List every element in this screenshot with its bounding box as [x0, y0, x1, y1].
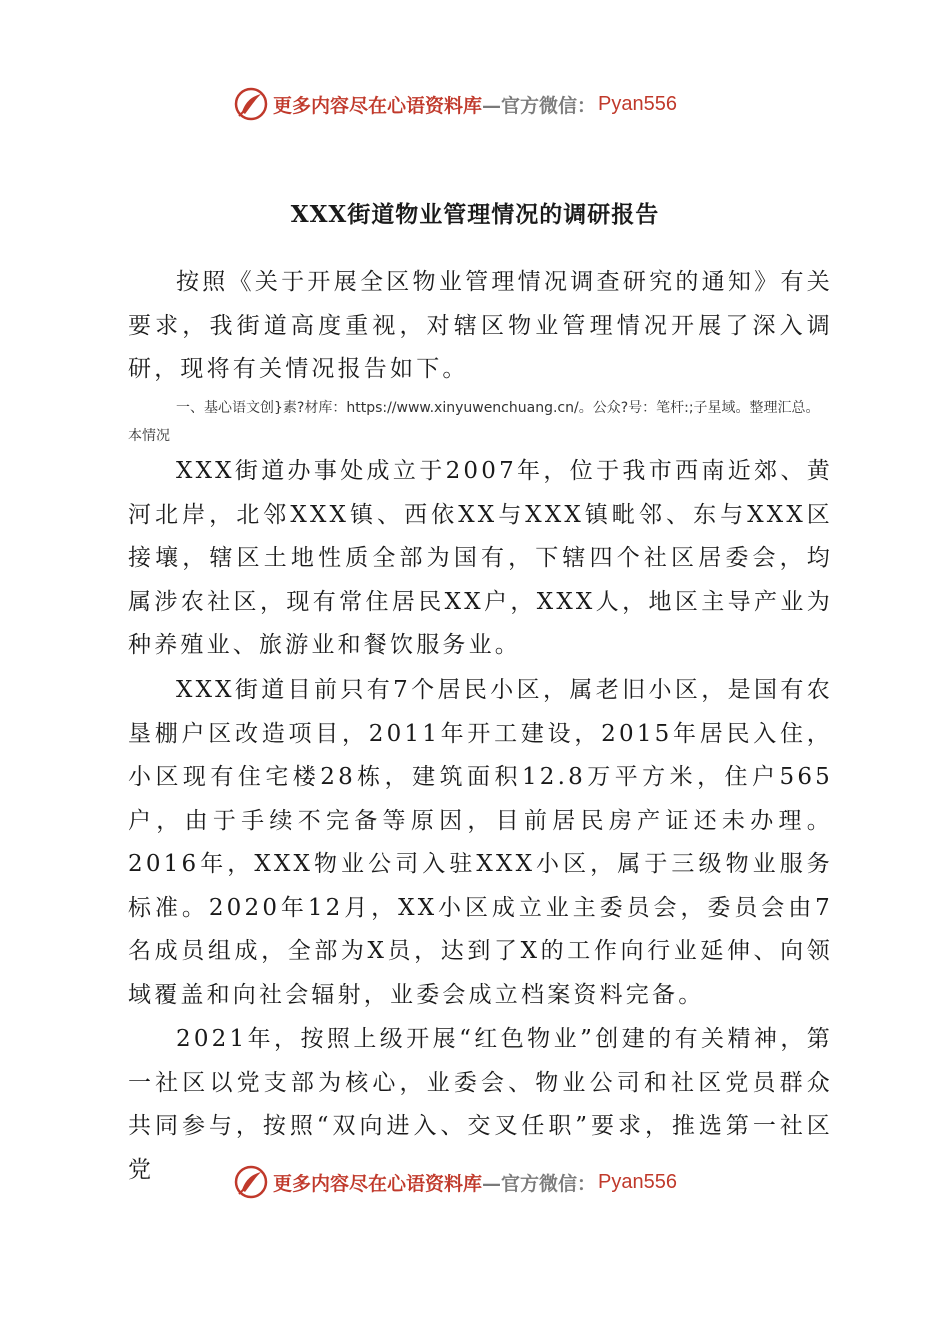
section-heading: 一、基心语文创}素?材库：https://www.xinyuwenchuang.cn/。公众?号：笔杆:;子星域。整理汇总。本情况: [128, 400, 820, 444]
banner-wechat-label: —官方微信：: [482, 1172, 597, 1195]
intro-paragraph: 按照《关于开展全区物业管理情况调查研究的通知》有关要求，我街道高度重视，对辖区物业管理情况开展了深入调研，现将有关情况报告如下。: [128, 269, 833, 382]
document-title: XXX街道物业管理情况的调研报告: [290, 201, 660, 228]
body-paragraph-1: XXX街道办事处成立于2007年，位于我市西南近郊、黄河北岸，北邻XXX镇、西依XX与XXX镇毗邻、东与XXX区接壤，辖区土地性质全部为国有，下辖四个社区居委会，均属涉农社区，现有常住居民XX户，XXX人，地区主导产业为种养殖业、旅游业和餐饮服务业。: [128, 458, 833, 658]
brand-logo-icon: [233, 1164, 269, 1200]
brand-logo-icon: [233, 86, 269, 122]
body-paragraph-3: 2021年，按照上级开展“红色物业”创建的有关精神，第一社区以党支部为核心，业委会、物业公司和社区党员群众共同参与，按照“双向进入、交叉任职”要求，推选第一社区党: [128, 1026, 833, 1183]
banner-brand-text: 更多内容尽在心语资料库: [273, 1172, 483, 1195]
banner-brand-text: 更多内容尽在心语资料库: [273, 94, 483, 117]
banner-wechat-label: —官方微信：: [482, 94, 597, 117]
banner-wechat-id: Pyan556: [598, 92, 677, 115]
banner-wechat-id: Pyan556: [598, 1170, 677, 1193]
footer-banner: [233, 1162, 677, 1202]
header-banner: [233, 84, 677, 124]
body-paragraph-2: XXX街道目前只有7个居民小区，属老旧小区，是国有农垦棚户区改造项目，2011年开工建设，2015年居民入住，小区现有住宅楼28栋，建筑面积12.8万平方米，住户565户，由于手续不完备等原因，目前居民房产证还未办理。2016年，XXX物业公司入驻XXX小区，属于三级物业服务标准。2020年12月，XX小区成立业主委员会，委员会由7名成员组成，全部为X员，达到了X的工作向行业延伸、向领域覆盖和向社会辐射，业委会成立档案资料完备。: [128, 677, 833, 1008]
